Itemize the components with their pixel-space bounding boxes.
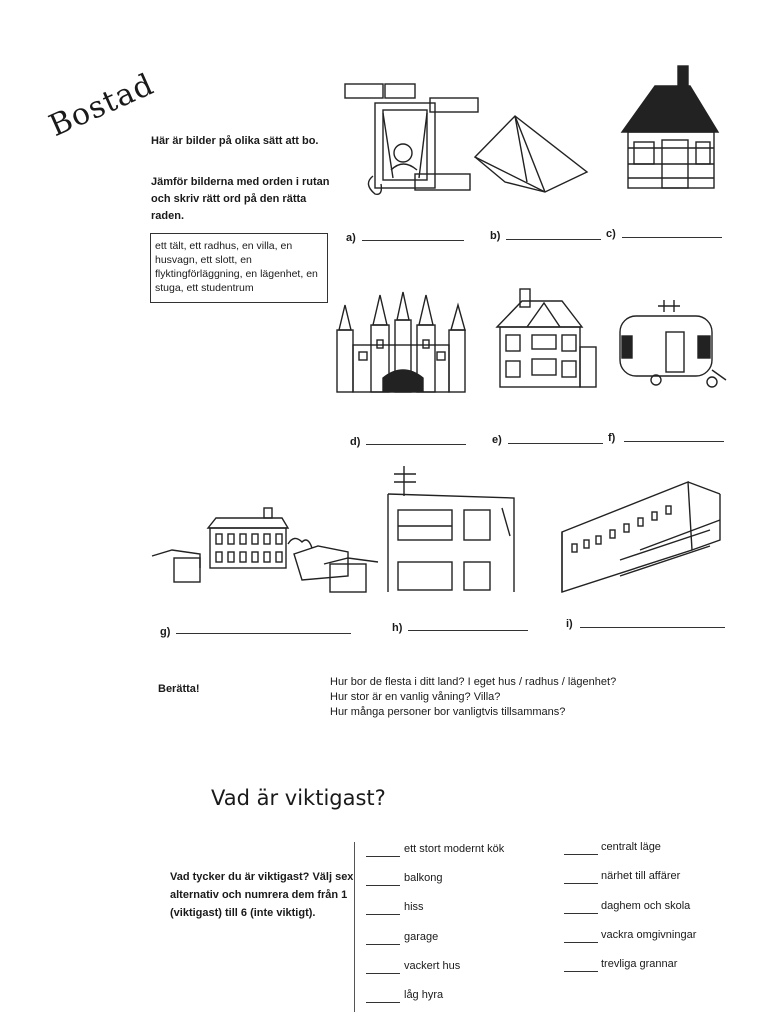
option-label: centralt läge xyxy=(601,841,661,853)
option-label: hiss xyxy=(404,901,424,913)
answer-g-line[interactable] xyxy=(176,633,351,634)
option-line[interactable] xyxy=(366,973,400,974)
option-line[interactable] xyxy=(564,913,598,914)
answer-g-label: g) xyxy=(160,626,171,638)
option-label: daghem och skola xyxy=(601,900,691,912)
option-line[interactable] xyxy=(366,914,400,915)
option-label: närhet till affärer xyxy=(601,870,681,882)
barracks-drawing-icon xyxy=(152,506,382,596)
option-line[interactable] xyxy=(366,885,400,886)
option-line[interactable] xyxy=(366,856,400,857)
option-line[interactable] xyxy=(564,942,598,943)
answer-d-line[interactable] xyxy=(366,444,466,445)
option-line[interactable] xyxy=(366,1002,400,1003)
tent-drawing-icon xyxy=(475,112,590,197)
rowhouse-drawing-icon xyxy=(560,480,725,595)
answer-b-label: b) xyxy=(490,230,501,242)
instruction-text: Jämför bilderna med orden i rutan och skriv rätt ord på den rätta raden. xyxy=(151,176,330,222)
answer-e-line[interactable] xyxy=(508,443,603,444)
option-label: trevliga grannar xyxy=(601,958,678,970)
apartment-drawing-icon xyxy=(386,464,521,594)
window-drawing-icon xyxy=(345,78,480,198)
option-line[interactable] xyxy=(366,944,400,945)
option-label: vackra omgivningar xyxy=(601,929,697,941)
option-line[interactable] xyxy=(564,854,598,855)
castle-drawing-icon xyxy=(333,290,468,395)
word-box: ett tält, ett radhus, en villa, en husvagn, ett slott, en flyktingförläggning, en lägenhet, en stuga, ett studentrum xyxy=(150,233,328,303)
answer-f-label: f) xyxy=(608,432,616,444)
option-label: låg hyra xyxy=(404,989,444,1001)
answer-c-line[interactable] xyxy=(622,237,722,238)
section-instruction: Vad tycker du är viktigast? Välj sex alternativ och numrera dem från 1 (viktigast) till 6 (inte viktigt). xyxy=(170,871,354,919)
answer-h-label: h) xyxy=(392,622,403,634)
option-label: ett stort modernt kök xyxy=(404,843,505,855)
section-title: Vad är viktigast? xyxy=(211,786,386,810)
answer-d-label: d) xyxy=(350,436,361,448)
divider-line xyxy=(354,842,355,1012)
caravan-drawing-icon xyxy=(618,298,728,388)
villa-drawing-icon xyxy=(492,287,602,392)
answer-i-line[interactable] xyxy=(580,627,725,628)
discuss-label: Berätta! xyxy=(158,683,200,695)
answer-e-label: e) xyxy=(492,434,502,446)
answer-i-label: i) xyxy=(566,618,573,630)
answer-b-line[interactable] xyxy=(506,239,601,240)
discuss-question-3: Hur många personer bor vanligtvis tillsammans? xyxy=(330,706,566,718)
option-line[interactable] xyxy=(564,971,598,972)
answer-f-line[interactable] xyxy=(624,441,724,442)
intro-text: Här är bilder på olika sätt att bo. xyxy=(151,135,319,147)
option-line[interactable] xyxy=(564,883,598,884)
answer-a-line[interactable] xyxy=(362,240,464,241)
answer-h-line[interactable] xyxy=(408,630,528,631)
option-label: vackert hus xyxy=(404,960,461,972)
answer-a-label: a) xyxy=(346,232,356,244)
answer-c-label: c) xyxy=(606,228,616,240)
cottage-drawing-icon xyxy=(620,64,720,192)
option-label: garage xyxy=(404,931,439,943)
discuss-question-1: Hur bor de flesta i ditt land? I eget hus / radhus / lägenhet? xyxy=(330,676,617,688)
page-title: Bostad xyxy=(44,66,160,144)
option-label: balkong xyxy=(404,872,443,884)
discuss-question-2: Hur stor är en vanlig våning? Villa? xyxy=(330,691,501,703)
